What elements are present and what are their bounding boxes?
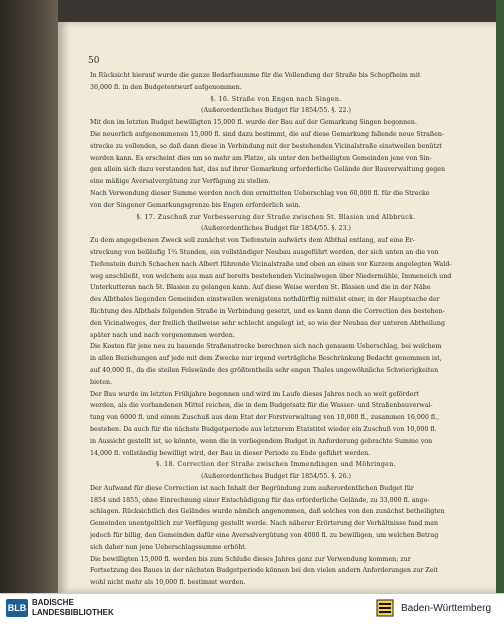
text-line: Zu dem angegebenen Zweck soll zunächst von Tiefenstein aufwärts dem Albthal entlang, auf eine Er- [90,237,415,245]
state-name[interactable]: Baden-Württemberg [401,603,492,614]
text-line: bieten. [90,378,113,386]
text-line: Tiefenstein durch Schachen nach Albert führende Vicinalstraße und oben an einen vor Kurzem angelegten Wald- [90,260,452,268]
section-heading: §. 17. Zuschuß zur Verbesserung der Straße zwischen St. Blasien und Albbruck. [136,213,416,221]
text-line: Mit den im letzten Budget bewilligten 15,000 fl. wurde der Bau auf der Gemarkung Singen begonnen. [90,119,417,127]
text-line: tung von 6000 fl. und einem Zuschuß aus dem Etat der Forstverwaltung von 10,000 fl., zusammen 16,000 fl., [90,414,440,422]
text-line: in Aussicht gestellt ist, so könnte, wenn die in vorliegendem Budget in Anforderung gebrachte Summe von [90,437,433,445]
text-line: Die neuerlich aufgenommenen 15,000 fl. sind dazu bestimmt, die auf diese Gemarkung fallende neue Straßen- [90,130,445,138]
text-line: Nach Verwendung dieser Summe werden noch den ermittelten Ueberschlag von 60,000 fl. für die Strecke [90,189,430,197]
section-subheading: (Außerordentliches Budget für 1854/55. §. 26.) [201,473,351,481]
text-line: Gemeinden unentgeltlich zur Verfügung gestellt werde. Nach näherer Erörterung der Verhältnisse fand man [90,520,439,528]
text-line: Der Aufwand für diese Correction ist nach Inhalt der Begründung zum außerordentlichen Budget für [90,484,414,492]
text-line: bestehen. Da auch für die nächste Budgetperiode aus letzterem Etatstitel wieder ein Zuschuß von 10,000 fl. [90,425,437,433]
page-edge [496,0,504,593]
text-line: schlagen. Rücksichtlich des Geländes wurde nämlich angenommen, daß solches von den zunächst betheiligten [90,508,445,516]
section-subheading: (Außerordentliches Budget für 1854/55. §. 23.) [201,225,351,233]
page-body-text [90,70,462,589]
library-name[interactable] [32,598,114,618]
text-line: den Vicinalweges, der freilich theilweise sehr schlecht angelegt ist, so wie der Neubau der unteren Abtheilung [90,319,446,327]
text-line: streckung von beiläufig 1¾ Stunden, ein vollständiger Neubau ausgeführt werden, der sich unten an die von [90,248,439,256]
text-line: Die bewilligten 15,000 fl. werden bis zum Schluße dieses Jahres ganz zur Verwendung kommen; zur [90,555,411,563]
text-line: wohl nicht mehr als 10,000 fl. bestimmt werden. [90,579,246,587]
library-logo[interactable]: BLB [6,599,28,617]
text-line: Unterkutteran nach St. Blasien zu gelangen kann. Auf diese Weise werden St. Blasien und die in der Nähe [90,284,431,292]
section-heading: §. 18. Correction der Straße zwischen Immendingen und Möhringen. [156,461,396,469]
text-line: auf 40,000 fl., da die steilen Felswände des größtentheils sehr engen Thales ungewöhnliche Schwierigkeiten [90,366,439,374]
text-line: später nach und nach vorgenommen werden. [90,331,235,339]
book-binding [0,0,58,593]
text-line: werden kann. Es erscheint dies um so mehr am Platze, als unter den betheiligten Gemeinden jene von Sin- [90,154,432,162]
section-subheading: (Außerordentliches Budget für 1854/55. §. 22.) [201,107,351,115]
page-number: 50 [88,56,100,66]
text-line: Richtung des Albthals folgenden Straße in Verbindung gesetzt, und es kann dann die Correction des bestehen- [90,307,445,315]
text-line: eine mäßige Aversalvergütung zur Verfügung zu stellen. [90,178,271,186]
text-line: des Albthales liegenden Gemeinden einstweilen wenigstens nothdürftig mittelst einer, in der Hauptsache der [90,296,440,304]
text-line: strecke zu vollenden, so daß dann diese in Verbindung mit der bestehenden Vicinalstraße einstweilen benützt [90,142,442,150]
state-crest-icon[interactable] [375,598,395,618]
text-line: von der Singener Gemarkungsgrenze bis Engen erforderlich sein. [90,201,301,209]
section-heading: §. 16. Straße von Engen nach Singen. [210,95,342,103]
text-line: gen allein sich dazu verstanden hat, das auf ihrer Gemarkung erforderliche Gelände der Bauverwaltung gegen [90,166,446,174]
text-line: sich daher nun jene Ueberschlagssumme erhöht. [90,543,247,551]
library-name-line1: BADISCHE [32,598,74,607]
text-line: werden, als die vorhandenen Mittel reichen, die in dem Budgetsatz für die Wasser- und Straßenbauverwal- [90,402,433,410]
text-line: jedoch für billig, den Gemeinden dafür eine Aversalvergütung von 4000 fl. zu bewilligen, um welchen Betrag [90,532,439,540]
text-line: 14,000 fl. vollständig bewilligt wird, der Bau in dieser Periode zu Ende geführt werden. [90,449,371,457]
text-line: Der Bau wurde im letzten Frühjahre begonnen und wird im Laufe dieses Jahres noch so weit gefördert [90,390,419,398]
text-line: In Rücksicht hierauf wurde die ganze Bedarfssumme für die Vollendung der Straße bis Schopfheim mit [90,72,421,79]
text-line: 36,000 fl. in den Budgetentwurf aufgenommen. [90,83,242,91]
text-line: Die Kosten für jene neu zu bauende Straßenstrecke berechnen sich nach genauem Ueberschlag, bei welchem [90,343,442,351]
text-line: in allen Beziehungen auf jede mit dem Zwecke nur irgend verträgliche Beschränkung Bedacht genommen ist, [90,355,442,363]
text-line: 1854 und 1855, ohne Einrechnung einer Entschädigung für das erforderliche Gelände, zu 33,000 fl. ange- [90,496,430,504]
text-line: weg anschließt, von welchem aus man auf bereits bestehenden Vicinalwegen über Niedermühle, Immeneich und [90,272,452,280]
library-name-line2: LANDESBIBLIOTHEK [32,608,114,617]
text-line: Fortsetzung des Baues in der nächsten Budgetperiode können bei den vielen andern Anforderungen zur Zeit [90,567,439,575]
